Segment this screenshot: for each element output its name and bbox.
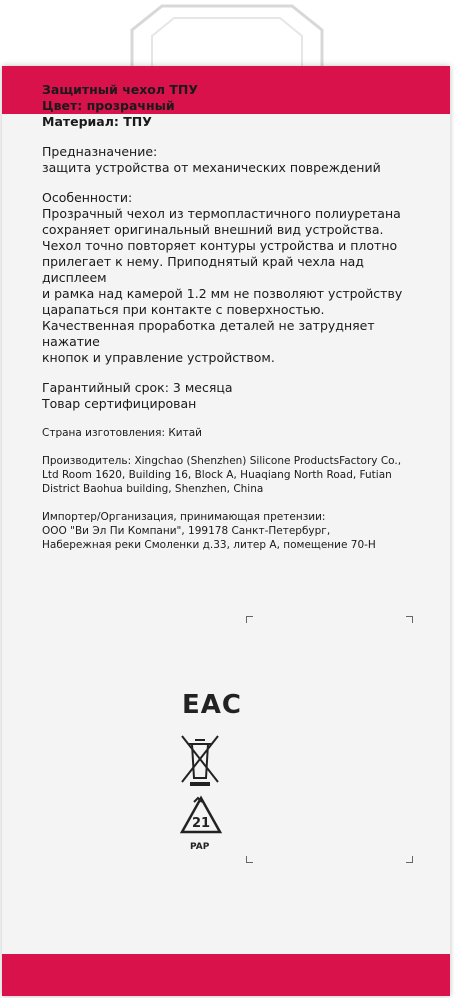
features-line: Качественная проработка деталей не затрудняет нажатие xyxy=(42,318,375,349)
purpose-heading: Предназначение: xyxy=(42,144,158,159)
country-of-origin: Страна изготовления: Китай xyxy=(42,427,202,439)
corner-mark xyxy=(406,856,413,863)
manufacturer-line: Производитель: Xingchao (Shenzhen) Silicone ProductsFactory Co., xyxy=(42,455,402,467)
product-title: Защитный чехол ТПУ xyxy=(42,82,199,97)
manufacturer-line: Ltd Room 1620, Building 16, Block A, Huaqiang North Road, Futian xyxy=(42,469,392,481)
importer-line: Импортер/Организация, принимающая претензии: xyxy=(42,511,326,523)
purpose-text: защита устройства от механических повреждений xyxy=(42,160,381,175)
product-label xyxy=(42,82,432,552)
features-line: Прозрачный чехол из термопластичного полиуретана xyxy=(42,206,401,221)
corner-mark xyxy=(406,616,413,623)
features-line: прилегает к нему. Приподнятый край чехла над дисплеем xyxy=(42,254,364,285)
manufacturer-line: District Baohua building, Shenzhen, China xyxy=(42,483,264,495)
recycle-number: 21 xyxy=(191,816,211,831)
recycle-icon xyxy=(178,794,224,844)
crossed-bin-icon xyxy=(178,732,222,788)
eac-mark-icon: EAC xyxy=(182,690,242,720)
features-line: Чехол точно повторяет контуры устройства и плотно xyxy=(42,238,398,253)
product-material: Материал: ТПУ xyxy=(42,114,152,129)
features-line: кнопок и управление устройством. xyxy=(42,350,275,365)
features-line: царапаться при контакте с поверхностью. xyxy=(42,302,325,317)
product-color: Цвет: прозрачный xyxy=(42,98,175,113)
features-line: сохраняет оригинальный внешний вид устройства. xyxy=(42,222,384,237)
corner-mark xyxy=(246,856,253,863)
corner-mark xyxy=(246,616,253,623)
warranty-period: Гарантийный срок: 3 месяца xyxy=(42,380,233,395)
importer-line: ООО "Ви Эл Пи Компани", 199178 Санкт-Петербург, xyxy=(42,525,331,537)
warranty-certified: Товар сертифицирован xyxy=(42,396,197,411)
features-line: и рамка над камерой 1.2 мм не позволяют устройству xyxy=(42,286,403,301)
bottom-band xyxy=(2,954,450,996)
recycle-code: PAP xyxy=(190,842,210,852)
importer-line: Набережная реки Смоленки д.33, литер А, помещение 70-Н xyxy=(42,539,376,551)
features-heading: Особенности: xyxy=(42,190,133,205)
